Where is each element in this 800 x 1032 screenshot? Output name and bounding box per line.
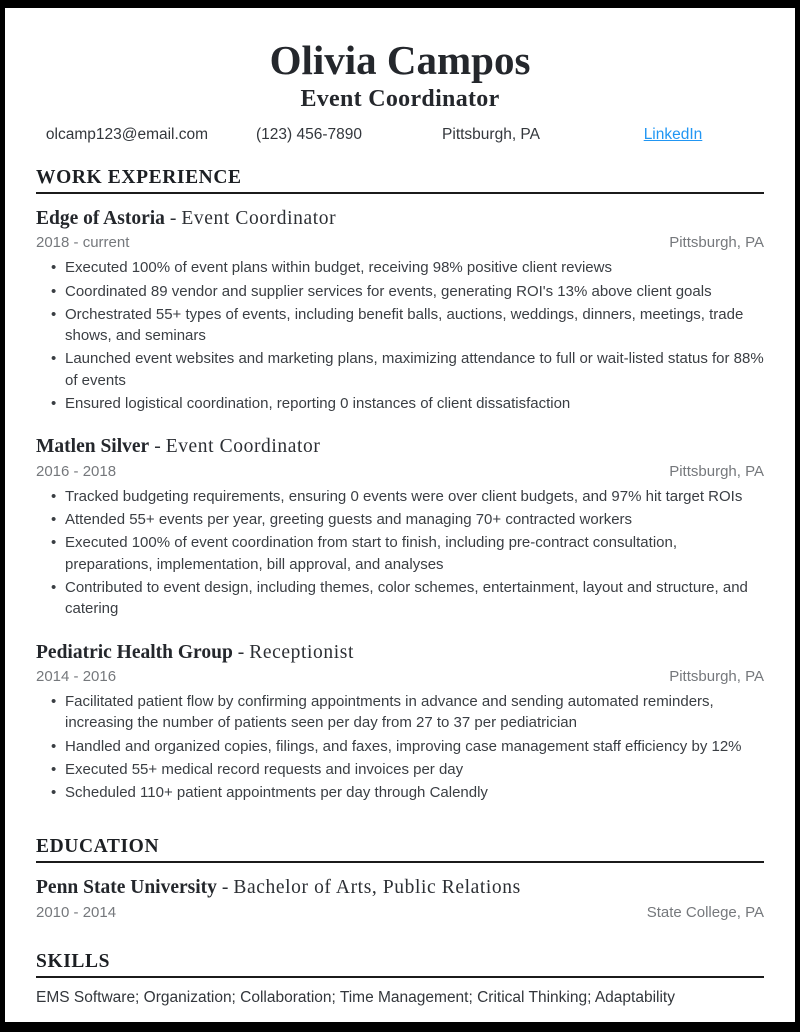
job-location: Pittsburgh, PA (669, 234, 764, 252)
education-meta (36, 904, 764, 921)
education-heading: EDUCATION (36, 836, 764, 863)
bullet-item: • Launched event websites and marketing plans, maximizing attendance to full or wait-listed status for 88% of events (36, 348, 764, 391)
job-dates: 2016 - 2018 (36, 462, 117, 480)
education-location: State College, PA (646, 903, 764, 921)
bullet-item: • Attended 55+ events per year, greeting guests and managing 70+ contracted workers (36, 509, 764, 530)
bullet-item: • Contributed to event design, including themes, color schemes, entertainment, layout and structure, and catering (36, 577, 764, 620)
company-name: Edge of Astoria (36, 207, 165, 229)
education-entry (36, 876, 764, 920)
resume-page (5, 8, 795, 1022)
candidate-title: Event Coordinator (300, 85, 500, 112)
bullet-item: • Scheduled 110+ patient appointments per day through Calendly (36, 782, 764, 803)
bullet-item: • Orchestrated 55+ types of events, including benefit balls, auctions, weddings, dinners, meetings, trade shows, and seminars (36, 304, 764, 347)
bullet-item: • Executed 100% of event plans within budget, receiving 98% positive client reviews (36, 257, 764, 278)
job-title-line (36, 641, 764, 664)
job-dates: 2018 - current (36, 234, 130, 252)
degree-name: Bachelor of Arts, Public Relations (233, 877, 521, 899)
bullet-item: • Executed 100% of event coordination from start to finish, including pre-contract consultation, preparations, implementation, bill approval, and analyses (36, 532, 764, 575)
job-bullet-list (36, 691, 764, 803)
job-entry-pediatric-health-group (36, 641, 764, 804)
section-skills (36, 951, 764, 1007)
bullet-item: • Ensured logistical coordination, reporting 0 instances of client dissatisfaction (36, 393, 764, 414)
job-location: Pittsburgh, PA (669, 667, 764, 685)
title-separator: - (154, 436, 161, 458)
contact-email: olcamp123@email.com (45, 125, 209, 143)
job-location: Pittsburgh, PA (669, 462, 764, 480)
job-bullet-list (36, 486, 764, 620)
bullet-item: • Coordinated 89 vendor and supplier services for events, generating ROI's 13% above client goals (36, 281, 764, 302)
education-dates: 2010 - 2014 (36, 903, 117, 921)
job-title-line (36, 435, 764, 458)
job-bullet-list (36, 257, 764, 414)
bullet-item: • Facilitated patient flow by confirming appointments in advance and sending automated reminders, increasing the number of patients seen per day from 27 to 37 per pediatrician (36, 691, 764, 734)
job-entry-matlen-silver (36, 435, 764, 619)
company-name: Pediatric Health Group (36, 641, 233, 663)
role-name: Receptionist (249, 641, 354, 663)
section-education (36, 836, 764, 920)
job-meta (36, 234, 764, 251)
skills-list: EMS Software; Organization; Collaboration; Time Management; Critical Thinking; Adaptability (36, 988, 675, 1006)
contact-phone: (123) 456-7890 (256, 125, 362, 143)
role-name: Event Coordinator (165, 436, 321, 458)
bullet-item: • Handled and organized copies, filings, and faxes, improving case management staff efficiency by 12% (36, 736, 764, 757)
section-work-experience (36, 167, 764, 804)
title-separator: - (237, 641, 245, 663)
role-name: Event Coordinator (181, 207, 337, 229)
bullet-item: • Executed 55+ medical record requests and invoices per day (36, 759, 764, 780)
contact-location: Pittsburgh, PA (442, 125, 540, 143)
company-name: Matlen Silver (36, 436, 150, 458)
job-meta (36, 668, 764, 685)
candidate-name: Olivia Campos (269, 37, 531, 83)
skills-heading: SKILLS (36, 951, 764, 978)
job-entry-edge-of-astoria (36, 207, 764, 414)
job-meta (36, 463, 764, 480)
title-separator: - (169, 207, 177, 229)
education-title-line (36, 876, 764, 899)
job-title-line (36, 207, 764, 230)
linkedin-link[interactable]: LinkedIn (643, 125, 703, 143)
school-name: Penn State University (36, 877, 217, 899)
job-dates: 2014 - 2016 (36, 667, 117, 685)
bullet-item: • Tracked budgeting requirements, ensuring 0 events were over client budgets, and 97% hit target ROIs (36, 486, 764, 507)
title-separator: - (221, 877, 229, 899)
work-experience-heading: WORK EXPERIENCE (36, 167, 764, 194)
contact-row (36, 126, 764, 144)
